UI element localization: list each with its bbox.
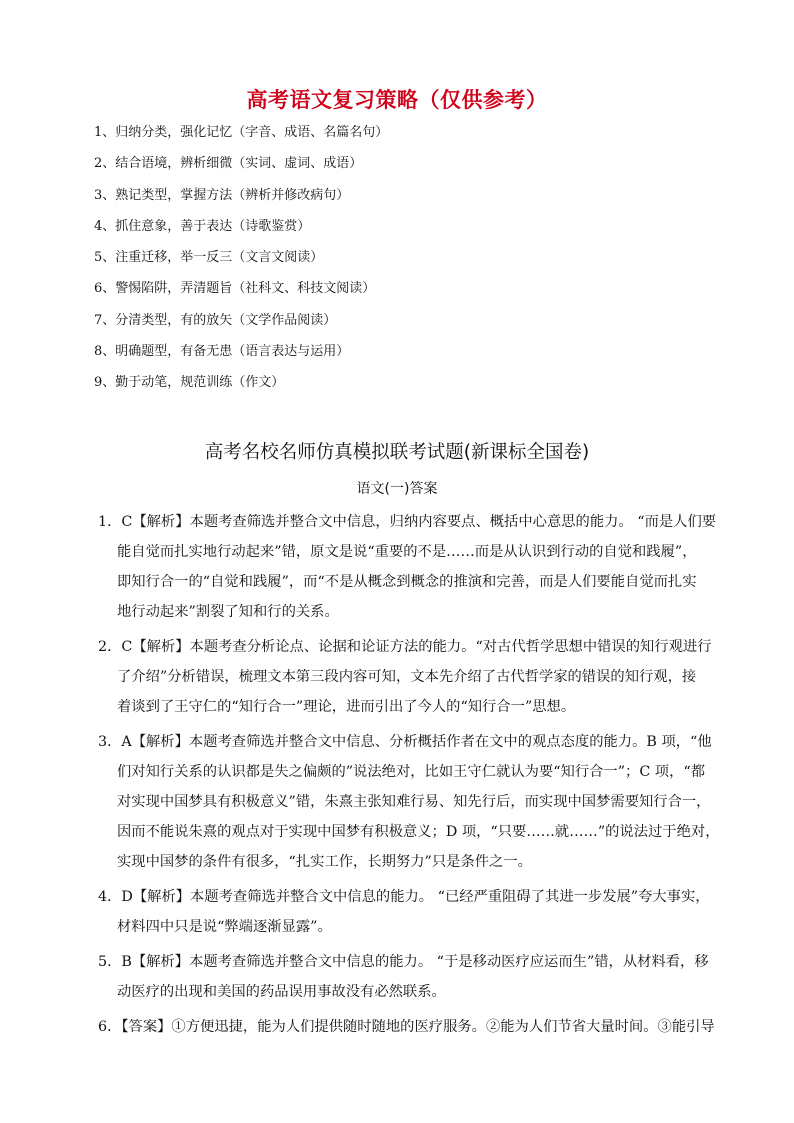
strategy-item: 8、明确题型，有备无患（语言表达与运用） <box>94 344 350 360</box>
strategy-item: 2、结合语境，辨析细微（实词、虚词、成语） <box>94 156 363 172</box>
answer-item <box>98 727 720 877</box>
strategy-item: 1、归纳分类，强化记忆（字音、成语、名篇名句） <box>94 125 389 140</box>
exam-title: 高考名校名师仿真模拟联考试题(新课标全国卷) <box>204 442 590 463</box>
answer-line: 3．A【解析】本题考查筛选并整合文中信息、分析概括作者在文中的观点态度的能力。B 项，“他 <box>98 734 712 750</box>
strategy-item: 3、熟记类型，掌握方法（辨析并修改病句） <box>94 187 350 203</box>
answer-line: 材料四中只是说“弊端逐渐显露”。 <box>117 919 332 935</box>
strategy-list <box>94 117 714 399</box>
answer-item <box>98 507 717 627</box>
answer-item <box>98 947 709 1007</box>
answer-item <box>98 632 712 722</box>
answer-line: 实现中国梦的条件有很多，“扎实工作，长期努力”只是条件之一。 <box>117 854 532 870</box>
strategy-item: 9、勤于动笔，规范训练（作文） <box>94 375 285 391</box>
strategy-item: 6、警惕陷阱，弄清题旨（社科文、科技文阅读） <box>94 281 376 297</box>
answer-line: 1．C【解析】本题考查筛选并整合文中信息，归纳内容要点、概括中心意思的能力。 “而是人们要 <box>98 514 717 530</box>
answer-line: 能自觉而扎实地行动起来”错，原文是说“重要的不是……而是从认识到行动的自觉和践履”， <box>117 544 697 560</box>
answer-item <box>98 1012 715 1042</box>
strategy-item: 5、注重迁移，举一反三（文言文阅读） <box>94 250 324 266</box>
strategy-item: 4、抓住意象，善于表达（诗歌鉴赏） <box>94 218 311 234</box>
answer-list <box>98 507 720 1047</box>
strategy-title: 高考语文复习策略（仅供参考） <box>246 88 548 112</box>
exam-subtitle: 语文(一)答案 <box>356 481 438 497</box>
strategy-item: 7、分清类型，有的放矢（文学作品阅读） <box>94 312 337 328</box>
answer-line: 即知行合一的“自觉和践履”，而“不是从概念到概念的推演和完善，而是人们要能自觉而扎实 <box>117 574 697 590</box>
answer-line: 了介绍”分析错误，梳理文本第三段内容可知，文本先介绍了古代哲学家的错误的知行观，接 <box>117 669 697 685</box>
answer-line: 2．C【解析】本题考查分析论点、论据和论证方法的能力。“对古代哲学思想中错误的知行观进行 <box>98 639 712 655</box>
answer-line: 因而不能说朱熹的观点对于实现中国梦有积极意义；D 项，“只要……就……”的说法过于绝对， <box>117 824 720 840</box>
answer-line: 对实现中国梦具有积极意义”错，朱熹主张知难行易、知先行后，而实现中国梦需要知行合一， <box>117 794 711 810</box>
answer-line: 着谈到了王守仁的“知行合一”理论，进而引出了今人的“知行合一”思想。 <box>117 699 576 715</box>
answer-line: 4．D【解析】本题考查筛选并整合文中信息的能力。 “已经严重阻碍了其进一步发展”夸大事实， <box>98 889 710 905</box>
answer-line: 地行动起来”割裂了知和行的关系。 <box>117 604 339 620</box>
answer-line: 5．B【解析】本题考查筛选并整合文中信息的能力。 “于是移动医疗应运而生”错，从材料看，移 <box>98 954 709 970</box>
answer-item <box>98 882 710 942</box>
answer-line: 们对知行关系的认识都是失之偏颇的”说法绝对，比如王守仁就认为要“知行合一”；C 项，“都 <box>117 764 705 780</box>
answer-line: 动医疗的出现和美国的药品误用事故没有必然联系。 <box>117 984 446 1000</box>
answer-line: 6．【答案】①方便迅捷，能为人们提供随时随地的医疗服务。②能为人们节省大量时间。③能引导 <box>98 1019 715 1035</box>
